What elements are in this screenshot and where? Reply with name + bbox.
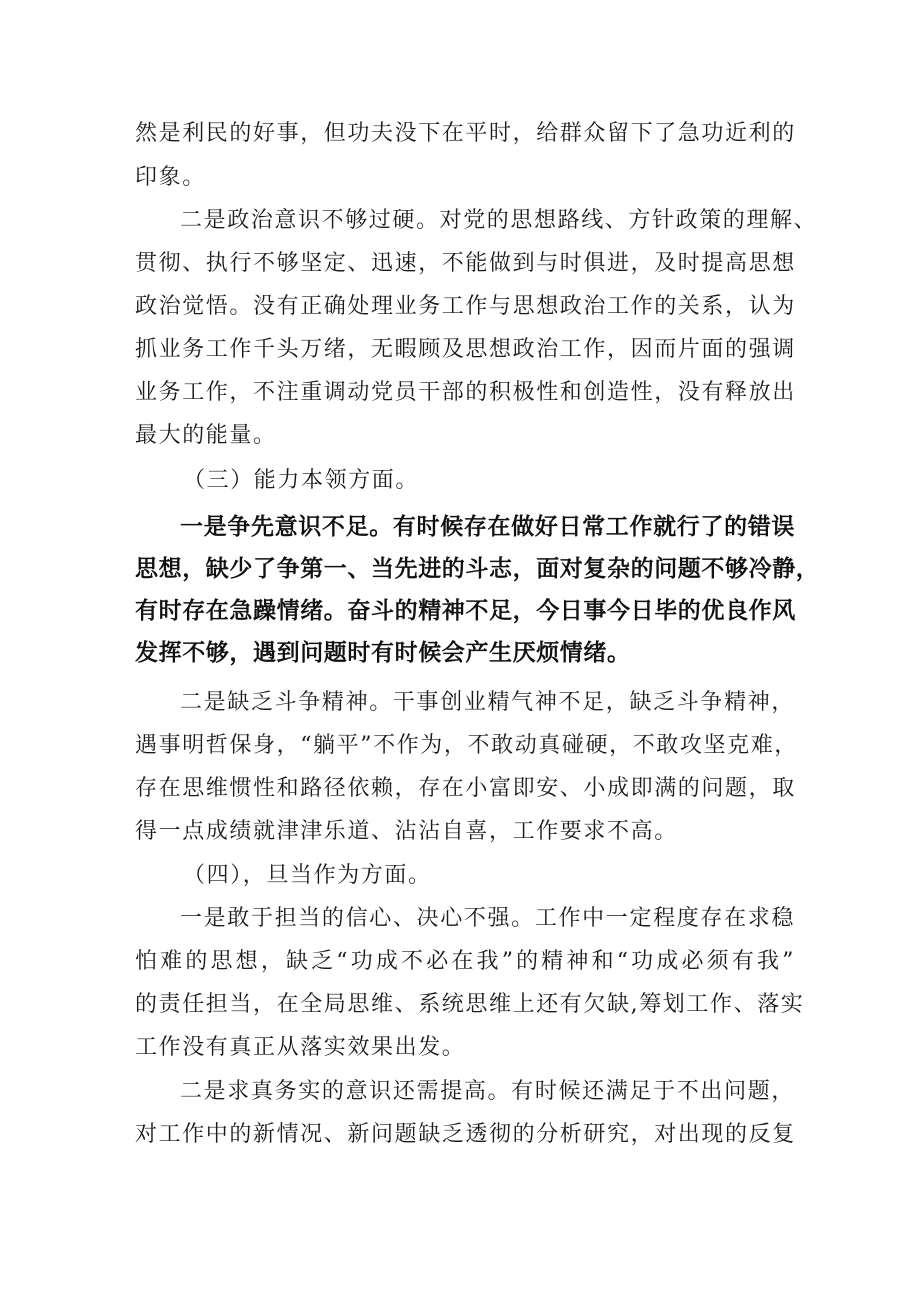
heading-text: （四），旦当作为方面。 [183,863,432,888]
text-line: 遇事明哲保身，“躺平”不作为，不敢动真碰硬，不敢攻坚克难， [135,733,798,758]
text-line: 贯彻、执行不够坚定、迅速，不能做到与时俱进，及时提高思想 [135,251,796,276]
text-line: 怕难的思想，缺乏“功成不必在我”的精神和“功成必须有我” [135,949,795,974]
text-line: 印象。 [135,165,206,190]
text-line: 工作没有真正从落实效果出发。 [135,1035,466,1060]
text-line: 二是政治意识不够过硬。对党的思想路线、方针政策的理解、 [180,208,818,233]
text-line: 然是利民的好事，但功夫没下在平时，给群众留下了急功近利的 [135,121,796,146]
text-line: 有时存在急躁情绪。奋斗的精神不足，今日事今日毕的优良作风 [135,598,796,624]
text-line: 存在思维惯性和路径依赖，存在小富即安、小成即满的问题，取 [135,776,796,801]
text-line: 的责任担当，在全局思维、系统思维上还有欠缺,筹划工作、落实 [135,992,805,1017]
text-line: 发挥不够，遇到问题时有时候会产生厌烦情绪。 [135,640,631,666]
text-line: 二是缺乏斗争精神。干事创业精气神不足，缺乏斗争精神， [180,690,795,715]
text-line: 抓业务工作千头万绪，无暇顾及思想政治工作，因而片面的强调 [135,337,796,362]
text-line: 一是争先意识不足。有时候存在做好日常工作就行了的错误 [180,514,795,540]
text-line: 对工作中的新情况、新问题缺乏透彻的分析研究，对出现的反复 [135,1122,796,1147]
text-line: 得一点成绩就津津乐道、沾沾自喜，工作要求不高。 [135,819,678,844]
text-line: 最大的能量。 [135,423,277,448]
text-line: 二是求真务实的意识还需提高。有时候还满足于不出问题， [180,1079,795,1104]
text-line: 思想，缺少了争第一、当先进的斗志，面对复杂的问题不够冷静， [135,556,820,582]
text-line: 业务工作，不注重调动党员干部的积极性和创造性，没有释放出 [135,380,796,405]
text-line: 一是敢于担当的信心、决心不强。工作中一定程度存在求稳 [180,906,795,931]
text-line: 政治觉悟。没有正确处理业务工作与思想政治工作的关系，认为 [135,294,796,319]
heading-text: （三）能力本领方面。 [183,468,420,493]
